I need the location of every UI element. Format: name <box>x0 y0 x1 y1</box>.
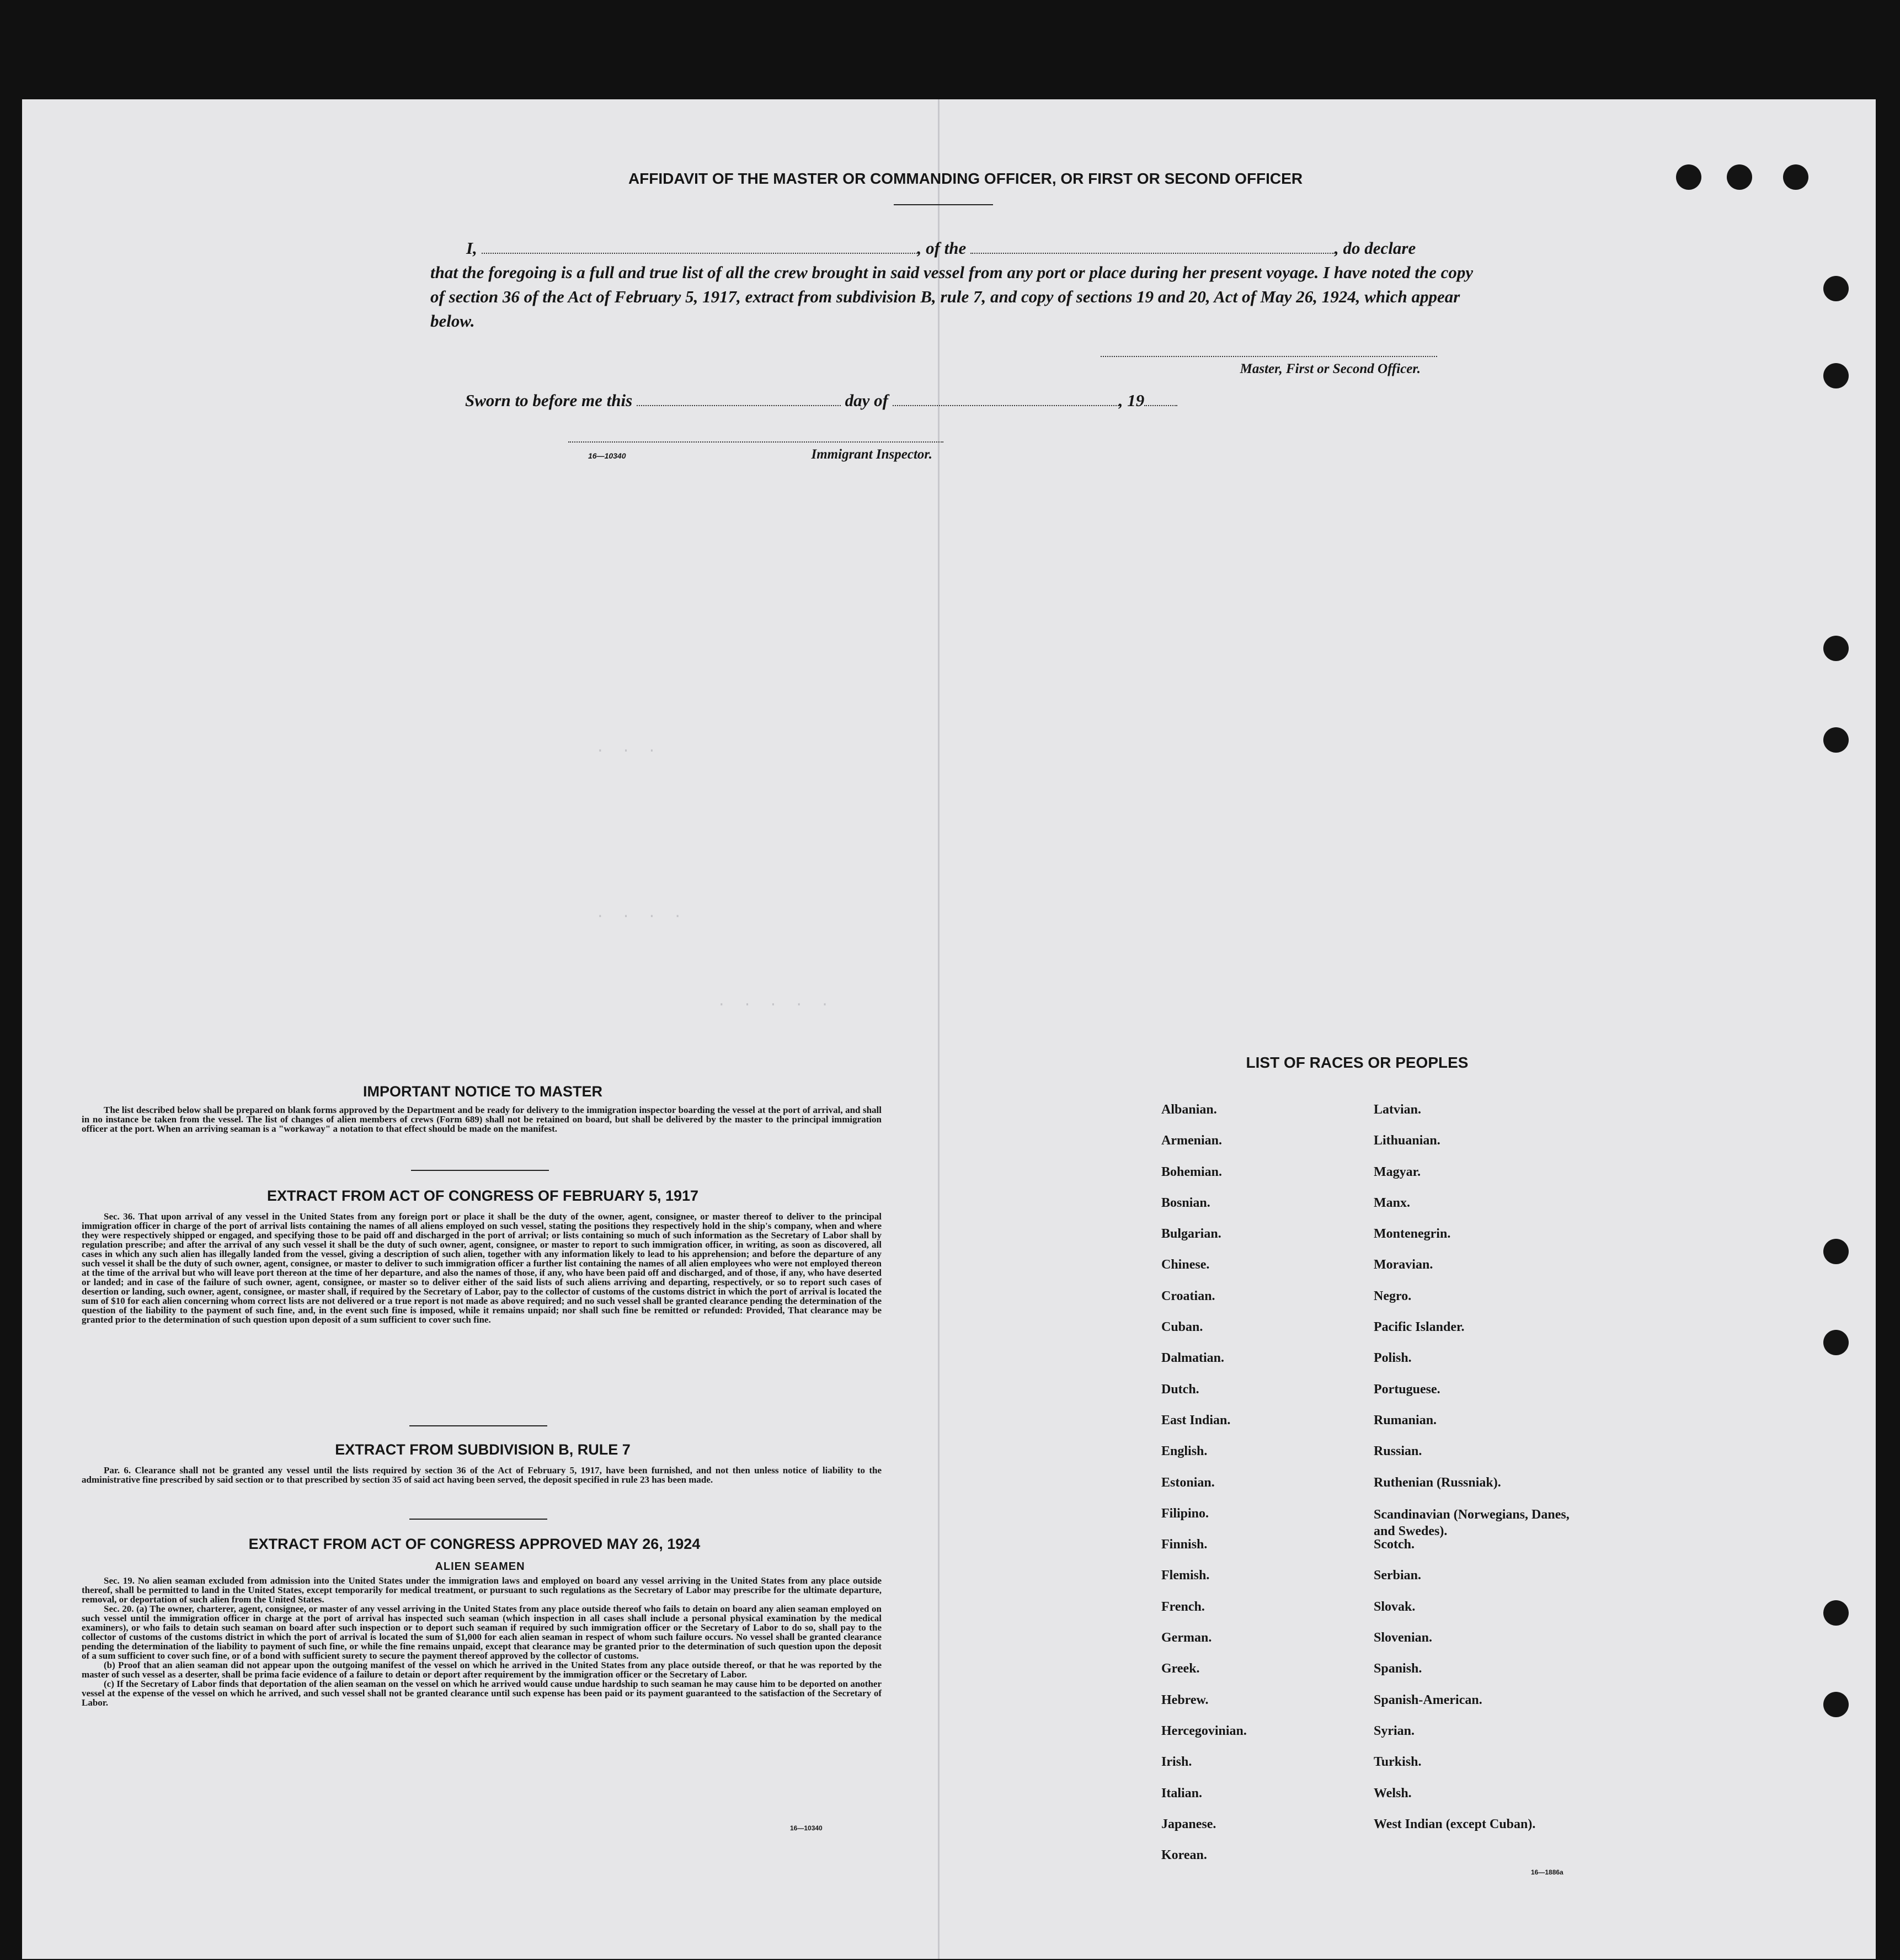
act-1917-text: Sec. 36. That upon arrival of any vessel in the United States from any foreign port or place it shall be the duty of the owner, agent, consignee, or master thereof to deliver to the principal immigration officer in charge of the port of arrival lists containing the names of all aliens employed on such vessel, stating the positions they respectively hold in the ship's company, when and where they were respectively shipped or engaged, and specifying those to be paid off and discharged in the port of arrival; or lists containing so much of such information as the Secretary of Labor shall by regulation prescribe; and after the arrival of any such vessel it shall be the duty of such owner, agent, consignee, or master to report to such immigration officer, in writing, as soon as discovered, all cases in which any such alien has illegally landed from the vessel, giving a description of such alien, together with any information likely to lead to his apprehension; and before the departure of any such vessel it shall be the duty of such owner, agent, consignee, or master to deliver to such immigration officer a further list containing the names of all alien employees who were not employed thereon at the time of the arrival but who will leave port thereon at the time of her departure, and also the names of those, if any, who have been paid off and discharged, and of those, if any, who have deserted or landed; and in case of the failure of such owner, agent, consignee, or master so to deliver either of the said lists of such aliens arriving and departing, respectively, or so to report such cases of desertion or landing, such owner, agent, consignee, or master shall, if required by the Secretary of Labor, pay to the collector of customs of the customs district in which the port of arrival is located the sum of $10 for each alien concerning whom correct lists are not delivered or a true report is not made as above required; and no such vessel shall be granted clearance pending the determination of the question of the liability to the payment of such fine, and, in the event such fine is imposed, while it remains unpaid; nor shall such fine be remitted or refunded: Provided, That clearance may be granted prior to the determination of such question upon deposit of a sum sufficient to cover such fine. <box>82 1211 882 1325</box>
race-item: Welsh. <box>1374 1786 1412 1801</box>
sec-20b-text: (b) Proof that an alien seaman did not appear upon the outgoing manifest of the vessel on which he arrived in the United States from any place outside thereof, or that he was reported by the master of such vessel as a deserter, shall be prima facie evidence of a failure to detain or deport after requirement by the immigration officer or the Secretary of Labor. <box>82 1660 882 1680</box>
punch-hole <box>1823 363 1849 388</box>
master-signature-block <box>1101 356 1437 381</box>
races-column-left <box>1161 1102 1371 1879</box>
race-item: Finnish. <box>1161 1537 1208 1552</box>
title-rule <box>894 204 993 205</box>
race-item: Dalmatian. <box>1161 1351 1224 1366</box>
punch-hole <box>1823 1600 1849 1626</box>
form-number: 16—1886a <box>1531 1868 1563 1876</box>
race-item: Cuban. <box>1161 1320 1203 1335</box>
race-item: Hebrew. <box>1161 1692 1209 1707</box>
punch-hole <box>1676 164 1701 190</box>
punch-hole <box>1823 1239 1849 1264</box>
race-item: Scotch. <box>1374 1537 1415 1552</box>
name-blank-field[interactable] <box>482 242 917 254</box>
declare-of-text: , of the <box>917 238 967 258</box>
race-item: Croatian. <box>1161 1288 1215 1303</box>
punch-hole <box>1823 276 1849 301</box>
affidavit-declaration <box>430 236 1479 333</box>
section-rule <box>411 1170 549 1171</box>
race-item: Chinese. <box>1161 1258 1210 1272</box>
race-item: French. <box>1161 1599 1205 1614</box>
sworn-year-field[interactable] <box>1144 394 1177 406</box>
race-item: Korean. <box>1161 1848 1207 1863</box>
section-rule <box>409 1519 547 1520</box>
punch-hole <box>1823 636 1849 661</box>
race-item: Negro. <box>1374 1288 1412 1303</box>
act-1924-text <box>82 1576 882 1707</box>
punch-hole <box>1783 164 1808 190</box>
punch-hole <box>1823 1330 1849 1355</box>
race-item: East Indian. <box>1161 1413 1231 1428</box>
race-item: Bosnian. <box>1161 1195 1210 1210</box>
race-item: Bulgarian. <box>1161 1227 1221 1242</box>
race-item: Syrian. <box>1374 1723 1415 1738</box>
races-column-right <box>1374 1102 1583 1848</box>
declare-start-text: I, <box>466 238 477 258</box>
race-item: Magyar. <box>1374 1164 1421 1179</box>
notice-text: The list described below shall be prepared on blank forms approved by the Department and be ready for delivery to the immigration inspector boarding the vessel at the port of arrival, and shall in no instance be taken from the vessel. The list of changes of alien members of crews (Form 689) shall not be retained on board, but shall be delivered by the master to the principal immigration officer at the port. When an arriving seaman is a "workaway" a notation to that effect should be made on the manifest. <box>82 1105 882 1134</box>
sworn-day-text: day of <box>845 391 888 410</box>
declaration-body: that the foregoing is a full and true list of all the crew brought in said vessel from any port or place during her present voyage. I have noted the copy of section 36 of the Act of February 5, 1917, extract from subdivision B, rule 7, and copy of sections 19 and 20, Act of May 26, 1924, which appear below. <box>430 263 1474 331</box>
race-item: Pacific Islander. <box>1374 1320 1465 1335</box>
sworn-month-field[interactable] <box>893 394 1119 406</box>
bleed-through-mark: . . . <box>596 739 657 756</box>
sec-20a-text: Sec. 20. (a) The owner, charterer, agent, consignee, or master of any vessel arriving in the United States from any place outside thereof who fails to detain on board any alien seaman employed on such vessel until the immigration officer in charge at the port of arrival has inspected such seaman (which inspection in all cases shall include a personal physical examination by the medical examiners), or who fails to detain such seaman on board after such inspection or to deport such seaman if required by such immigration officer or the Secretary of Labor to do so, shall pay to the collector of customs of the customs district in which the port of arrival is located the sum of $1,000 for each alien seaman in respect of whom such failure occurs. No vessel shall be granted clearance pending the determination of the liability to payment of such fine, or while the fine remains unpaid, except that clearance may be granted prior to the determination of such question upon the deposit of a sum sufficient to cover such fine, or of a bond with sufficient surety to secure the payment thereof approved by the collector of customs. <box>82 1604 882 1661</box>
race-item: Dutch. <box>1161 1382 1199 1397</box>
race-item: Armenian. <box>1161 1133 1222 1148</box>
form-number: 16—10340 <box>790 1824 823 1832</box>
punch-hole <box>1823 727 1849 753</box>
subdivision-title: EXTRACT FROM SUBDIVISION B, RULE 7 <box>335 1441 631 1458</box>
race-item: Polish. <box>1374 1351 1412 1366</box>
race-item: Ruthenian (Russniak). <box>1374 1475 1501 1490</box>
act-1924-title: EXTRACT FROM ACT OF CONGRESS APPROVED MAY 26, 1924 <box>248 1536 701 1552</box>
race-item: Bohemian. <box>1161 1164 1223 1179</box>
race-item: Serbian. <box>1374 1568 1422 1583</box>
bleed-through-mark: . . . . . <box>717 993 829 1010</box>
sworn-day-field[interactable] <box>637 394 841 406</box>
race-item: Montenegrin. <box>1374 1227 1451 1242</box>
form-number: 16—10340 <box>588 451 626 460</box>
race-item: Japanese. <box>1161 1817 1216 1831</box>
page-fold <box>938 99 940 1959</box>
alien-seamen-subtitle: ALIEN SEAMEN <box>435 1560 525 1573</box>
race-item: Manx. <box>1374 1195 1410 1210</box>
declare-end-text: , do declare <box>1335 238 1416 258</box>
race-item: Albanian. <box>1161 1102 1217 1117</box>
race-item: Slovenian. <box>1374 1631 1433 1645</box>
race-item: Italian. <box>1161 1786 1203 1801</box>
race-item: Slovak. <box>1374 1599 1416 1614</box>
race-item: German. <box>1161 1631 1212 1645</box>
act-1917-title: EXTRACT FROM ACT OF CONGRESS OF FEBRUARY 5, 1917 <box>266 1187 699 1204</box>
race-item: Lithuanian. <box>1374 1133 1440 1148</box>
notice-title: IMPORTANT NOTICE TO MASTER <box>363 1083 602 1100</box>
race-item: Spanish. <box>1374 1661 1422 1676</box>
punch-hole <box>1823 1692 1849 1717</box>
race-item: Filipino. <box>1161 1506 1209 1521</box>
race-item: Spanish-American. <box>1374 1692 1482 1707</box>
punch-hole <box>1727 164 1752 190</box>
declaration-line <box>430 236 1479 260</box>
section-rule <box>409 1425 547 1426</box>
race-item: Latvian. <box>1374 1102 1422 1117</box>
vessel-blank-field[interactable] <box>970 242 1335 254</box>
race-item: Hercegovinian. <box>1161 1723 1247 1738</box>
race-item: Scandinavian (Norwegians, Danes, and Swedes). <box>1374 1507 1570 1538</box>
inspector-signature-block <box>568 441 943 468</box>
race-item: Russian. <box>1374 1444 1422 1459</box>
sworn-year-text: , 19 <box>1118 391 1145 410</box>
sworn-prefix-text: Sworn to before me this <box>465 391 633 410</box>
race-item: Portuguese. <box>1374 1382 1440 1397</box>
affidavit-title: AFFIDAVIT OF THE MASTER OR COMMANDING OFFICER, OR FIRST OR SECOND OFFICER <box>628 170 1303 187</box>
inspector-label: Immigrant Inspector. <box>811 447 932 462</box>
race-item: Estonian. <box>1161 1475 1215 1490</box>
subdivision-text: Par. 6. Clearance shall not be granted any vessel until the lists required by section 36 of the Act of February 5, 1917, have been furnished, and not then unless notice of liability to the administrative fine prescribed by said section or to that prescribed by section 35 of said act having been served, the deposit specified in rule 23 has been made. <box>82 1465 882 1485</box>
race-item: English. <box>1161 1444 1208 1459</box>
sworn-line <box>465 388 1237 413</box>
race-item: Irish. <box>1161 1755 1192 1770</box>
race-item: Rumanian. <box>1374 1413 1437 1428</box>
race-item: Flemish. <box>1161 1568 1210 1583</box>
race-item: Greek. <box>1161 1661 1200 1676</box>
races-title: LIST OF RACES OR PEOPLES <box>1246 1054 1469 1071</box>
bleed-through-mark: . . . . <box>596 905 682 922</box>
sec-19-text: Sec. 19. No alien seaman excluded from admission into the United States under the immigration laws and employed on board any vessel arriving in the United States from any place outside thereof, shall be permitted to land in the United States, except temporarily for medical treatment, or pursuant to such regulations as the Secretary of Labor may prescribe for the ultimate departure, removal, or deportation of such alien from the United States. <box>82 1575 882 1605</box>
race-item: West Indian (except Cuban). <box>1374 1817 1536 1831</box>
race-item: Turkish. <box>1374 1755 1422 1770</box>
master-signature-label: Master, First or Second Officer. <box>1240 361 1421 376</box>
race-item: Moravian. <box>1374 1258 1433 1272</box>
sec-20c-text: (c) If the Secretary of Labor finds that deportation of the alien seaman on the vessel on which he arrived would cause undue hardship to such seaman he may cause him to be deported on another vessel at the expense of the vessel on which he arrived, and such vessel shall not be granted clearance until such expense has been paid or its payment guaranteed to the satisfaction of the Secretary of Labor. <box>82 1679 882 1708</box>
